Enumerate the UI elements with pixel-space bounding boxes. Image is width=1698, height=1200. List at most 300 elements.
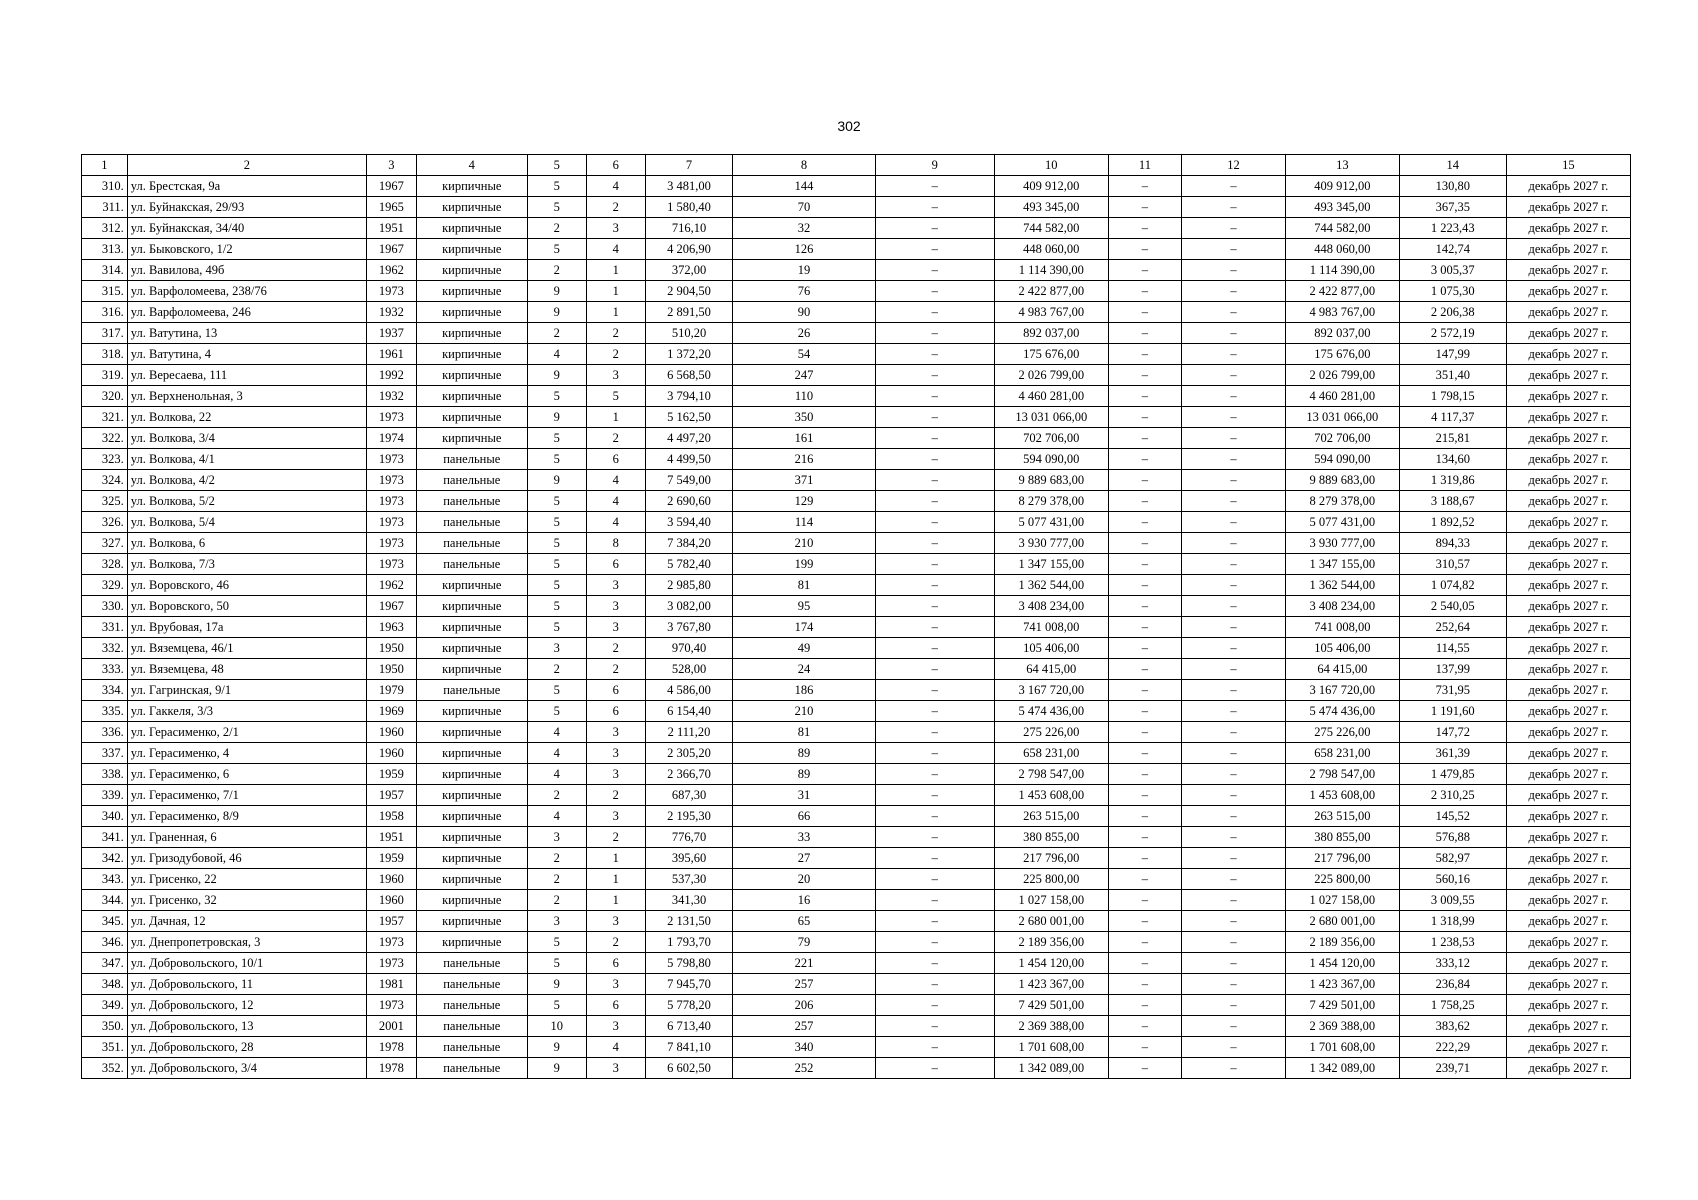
cell-total-area: 776,70: [645, 827, 733, 848]
cell-col-13-total-cost: 7 429 501,00: [1285, 995, 1399, 1016]
cell-entrances: 5: [586, 386, 645, 407]
cell-completion-date: декабрь 2027 г.: [1506, 575, 1630, 596]
cell-floors: 4: [527, 764, 586, 785]
cell-col-10-cost: 7 429 501,00: [994, 995, 1108, 1016]
cell-entrances: 1: [586, 869, 645, 890]
cell-col-12-value: –: [1182, 239, 1286, 260]
cell-col-13-total-cost: 3 408 234,00: [1285, 596, 1399, 617]
cell-row-number: 328.: [82, 554, 128, 575]
cell-residents: 350: [733, 407, 875, 428]
cell-wall-material: панельные: [416, 953, 527, 974]
cell-col-14-cost-per-unit: 3 005,37: [1399, 260, 1506, 281]
cell-col-11-value: –: [1108, 1037, 1181, 1058]
cell-row-number: 336.: [82, 722, 128, 743]
table-row: [82, 365, 1631, 386]
cell-floors: 9: [527, 470, 586, 491]
cell-total-area: 537,30: [645, 869, 733, 890]
cell-col-10-cost: 1 027 158,00: [994, 890, 1108, 911]
table-row: [82, 302, 1631, 323]
cell-col-12-value: –: [1182, 638, 1286, 659]
cell-col-14-cost-per-unit: 1 238,53: [1399, 932, 1506, 953]
cell-row-number: 316.: [82, 302, 128, 323]
cell-col-9-value: –: [875, 1058, 994, 1079]
cell-col-13-total-cost: 1 423 367,00: [1285, 974, 1399, 995]
cell-entrances: 1: [586, 407, 645, 428]
cell-total-area: 7 549,00: [645, 470, 733, 491]
cell-address: ул. Быковского, 1/2: [127, 239, 366, 260]
cell-row-number: 332.: [82, 638, 128, 659]
table-row: [82, 974, 1631, 995]
cell-total-area: 341,30: [645, 890, 733, 911]
cell-residents: 70: [733, 197, 875, 218]
cell-completion-date: декабрь 2027 г.: [1506, 1037, 1630, 1058]
cell-col-9-value: –: [875, 848, 994, 869]
cell-residents: 216: [733, 449, 875, 470]
cell-total-area: 4 499,50: [645, 449, 733, 470]
cell-col-11-value: –: [1108, 491, 1181, 512]
cell-col-10-cost: 263 515,00: [994, 806, 1108, 827]
cell-wall-material: кирпичные: [416, 281, 527, 302]
cell-completion-date: декабрь 2027 г.: [1506, 890, 1630, 911]
cell-residents: 81: [733, 575, 875, 596]
cell-entrances: 8: [586, 533, 645, 554]
cell-col-11-value: –: [1108, 848, 1181, 869]
cell-address: ул. Герасименко, 7/1: [127, 785, 366, 806]
cell-completion-date: декабрь 2027 г.: [1506, 827, 1630, 848]
cell-col-11-value: –: [1108, 554, 1181, 575]
cell-col-10-cost: 2 189 356,00: [994, 932, 1108, 953]
cell-floors: 9: [527, 407, 586, 428]
cell-col-14-cost-per-unit: 1 479,85: [1399, 764, 1506, 785]
cell-entrances: 3: [586, 764, 645, 785]
cell-completion-date: декабрь 2027 г.: [1506, 974, 1630, 995]
cell-col-14-cost-per-unit: 130,80: [1399, 176, 1506, 197]
cell-col-14-cost-per-unit: 582,97: [1399, 848, 1506, 869]
cell-row-number: 318.: [82, 344, 128, 365]
cell-wall-material: кирпичные: [416, 218, 527, 239]
cell-col-12-value: –: [1182, 575, 1286, 596]
cell-col-10-cost: 64 415,00: [994, 659, 1108, 680]
cell-col-10-cost: 1 423 367,00: [994, 974, 1108, 995]
cell-row-number: 322.: [82, 428, 128, 449]
cell-col-10-cost: 3 408 234,00: [994, 596, 1108, 617]
cell-address: ул. Волкова, 22: [127, 407, 366, 428]
cell-wall-material: кирпичные: [416, 659, 527, 680]
cell-wall-material: панельные: [416, 512, 527, 533]
cell-row-number: 319.: [82, 365, 128, 386]
cell-residents: 54: [733, 344, 875, 365]
cell-floors: 9: [527, 302, 586, 323]
cell-wall-material: кирпичные: [416, 848, 527, 869]
cell-completion-date: декабрь 2027 г.: [1506, 701, 1630, 722]
cell-col-13-total-cost: 217 796,00: [1285, 848, 1399, 869]
cell-col-13-total-cost: 5 077 431,00: [1285, 512, 1399, 533]
cell-col-11-value: –: [1108, 659, 1181, 680]
cell-address: ул. Вавилова, 49б: [127, 260, 366, 281]
cell-year-built: 1957: [366, 911, 416, 932]
cell-col-13-total-cost: 9 889 683,00: [1285, 470, 1399, 491]
table-row: [82, 680, 1631, 701]
cell-col-14-cost-per-unit: 560,16: [1399, 869, 1506, 890]
cell-total-area: 528,00: [645, 659, 733, 680]
cell-row-number: 314.: [82, 260, 128, 281]
housing-register-table: [81, 154, 1631, 1079]
cell-col-13-total-cost: 64 415,00: [1285, 659, 1399, 680]
cell-year-built: 1960: [366, 890, 416, 911]
cell-wall-material: кирпичные: [416, 617, 527, 638]
cell-year-built: 1978: [366, 1037, 416, 1058]
cell-address: ул. Герасименко, 6: [127, 764, 366, 785]
table-row: [82, 218, 1631, 239]
cell-year-built: 1951: [366, 827, 416, 848]
cell-total-area: 1 580,40: [645, 197, 733, 218]
cell-address: ул. Ватутина, 13: [127, 323, 366, 344]
cell-col-14-cost-per-unit: 367,35: [1399, 197, 1506, 218]
cell-col-14-cost-per-unit: 1 075,30: [1399, 281, 1506, 302]
cell-floors: 2: [527, 218, 586, 239]
column-header-13: 13: [1285, 155, 1399, 176]
cell-col-13-total-cost: 1 342 089,00: [1285, 1058, 1399, 1079]
column-header-6: 6: [586, 155, 645, 176]
cell-col-9-value: –: [875, 659, 994, 680]
cell-floors: 2: [527, 323, 586, 344]
column-header-4: 4: [416, 155, 527, 176]
cell-col-14-cost-per-unit: 1 223,43: [1399, 218, 1506, 239]
cell-col-13-total-cost: 493 345,00: [1285, 197, 1399, 218]
cell-wall-material: кирпичные: [416, 407, 527, 428]
cell-floors: 9: [527, 1058, 586, 1079]
cell-residents: 206: [733, 995, 875, 1016]
cell-year-built: 1974: [366, 428, 416, 449]
cell-col-14-cost-per-unit: 4 117,37: [1399, 407, 1506, 428]
cell-col-10-cost: 217 796,00: [994, 848, 1108, 869]
cell-address: ул. Врубовая, 17а: [127, 617, 366, 638]
cell-col-14-cost-per-unit: 137,99: [1399, 659, 1506, 680]
table-row: [82, 239, 1631, 260]
cell-col-13-total-cost: 1 453 608,00: [1285, 785, 1399, 806]
table-row: [82, 386, 1631, 407]
cell-row-number: 346.: [82, 932, 128, 953]
cell-col-14-cost-per-unit: 383,62: [1399, 1016, 1506, 1037]
cell-col-9-value: –: [875, 575, 994, 596]
cell-row-number: 324.: [82, 470, 128, 491]
cell-residents: 31: [733, 785, 875, 806]
cell-year-built: 2001: [366, 1016, 416, 1037]
table-row: [82, 407, 1631, 428]
cell-address: ул. Ватутина, 4: [127, 344, 366, 365]
table-row: [82, 512, 1631, 533]
cell-completion-date: декабрь 2027 г.: [1506, 260, 1630, 281]
cell-residents: 144: [733, 176, 875, 197]
cell-col-14-cost-per-unit: 2 310,25: [1399, 785, 1506, 806]
cell-col-9-value: –: [875, 1037, 994, 1058]
cell-completion-date: декабрь 2027 г.: [1506, 302, 1630, 323]
cell-total-area: 6 154,40: [645, 701, 733, 722]
cell-address: ул. Воровского, 46: [127, 575, 366, 596]
cell-completion-date: декабрь 2027 г.: [1506, 995, 1630, 1016]
cell-col-13-total-cost: 448 060,00: [1285, 239, 1399, 260]
cell-col-9-value: –: [875, 281, 994, 302]
cell-col-12-value: –: [1182, 596, 1286, 617]
cell-floors: 2: [527, 848, 586, 869]
table-row: [82, 491, 1631, 512]
cell-col-10-cost: 2 026 799,00: [994, 365, 1108, 386]
cell-col-9-value: –: [875, 785, 994, 806]
cell-col-13-total-cost: 8 279 378,00: [1285, 491, 1399, 512]
cell-address: ул. Граненная, 6: [127, 827, 366, 848]
cell-address: ул. Гаккеля, 3/3: [127, 701, 366, 722]
cell-entrances: 2: [586, 932, 645, 953]
cell-year-built: 1932: [366, 302, 416, 323]
cell-col-9-value: –: [875, 260, 994, 281]
cell-completion-date: декабрь 2027 г.: [1506, 764, 1630, 785]
cell-col-10-cost: 702 706,00: [994, 428, 1108, 449]
table-row: [82, 638, 1631, 659]
cell-year-built: 1959: [366, 764, 416, 785]
table-row: [82, 722, 1631, 743]
cell-col-11-value: –: [1108, 302, 1181, 323]
cell-entrances: 1: [586, 848, 645, 869]
cell-col-13-total-cost: 1 362 544,00: [1285, 575, 1399, 596]
cell-year-built: 1958: [366, 806, 416, 827]
cell-col-12-value: –: [1182, 491, 1286, 512]
table-row: [82, 1037, 1631, 1058]
table-row: [82, 1016, 1631, 1037]
cell-residents: 199: [733, 554, 875, 575]
cell-row-number: 342.: [82, 848, 128, 869]
cell-total-area: 2 690,60: [645, 491, 733, 512]
cell-completion-date: декабрь 2027 г.: [1506, 1016, 1630, 1037]
cell-col-14-cost-per-unit: 2 572,19: [1399, 323, 1506, 344]
cell-col-12-value: –: [1182, 953, 1286, 974]
cell-col-12-value: –: [1182, 869, 1286, 890]
cell-col-10-cost: 4 983 767,00: [994, 302, 1108, 323]
cell-col-12-value: –: [1182, 890, 1286, 911]
cell-row-number: 333.: [82, 659, 128, 680]
cell-col-13-total-cost: 892 037,00: [1285, 323, 1399, 344]
cell-col-12-value: –: [1182, 1016, 1286, 1037]
page-number: 302: [837, 118, 861, 134]
cell-col-10-cost: 3 167 720,00: [994, 680, 1108, 701]
cell-col-11-value: –: [1108, 281, 1181, 302]
cell-col-10-cost: 275 226,00: [994, 722, 1108, 743]
cell-entrances: 3: [586, 911, 645, 932]
cell-year-built: 1973: [366, 995, 416, 1016]
cell-residents: 89: [733, 764, 875, 785]
cell-col-11-value: –: [1108, 617, 1181, 638]
cell-entrances: 6: [586, 449, 645, 470]
cell-col-10-cost: 741 008,00: [994, 617, 1108, 638]
cell-address: ул. Воровского, 50: [127, 596, 366, 617]
cell-floors: 3: [527, 638, 586, 659]
column-header-14: 14: [1399, 155, 1506, 176]
cell-residents: 81: [733, 722, 875, 743]
cell-col-13-total-cost: 658 231,00: [1285, 743, 1399, 764]
cell-year-built: 1960: [366, 743, 416, 764]
cell-year-built: 1973: [366, 470, 416, 491]
cell-completion-date: декабрь 2027 г.: [1506, 428, 1630, 449]
cell-completion-date: декабрь 2027 г.: [1506, 722, 1630, 743]
cell-col-9-value: –: [875, 596, 994, 617]
cell-residents: 16: [733, 890, 875, 911]
cell-wall-material: кирпичные: [416, 260, 527, 281]
table-row: [82, 995, 1631, 1016]
cell-floors: 2: [527, 890, 586, 911]
cell-col-12-value: –: [1182, 764, 1286, 785]
cell-col-14-cost-per-unit: 3 009,55: [1399, 890, 1506, 911]
table-row: [82, 260, 1631, 281]
cell-col-10-cost: 3 930 777,00: [994, 533, 1108, 554]
cell-wall-material: панельные: [416, 1058, 527, 1079]
table-row: [82, 806, 1631, 827]
cell-floors: 5: [527, 239, 586, 260]
cell-col-12-value: –: [1182, 344, 1286, 365]
cell-address: ул. Вяземцева, 46/1: [127, 638, 366, 659]
cell-address: ул. Верхненольная, 3: [127, 386, 366, 407]
cell-total-area: 3 594,40: [645, 512, 733, 533]
cell-col-13-total-cost: 744 582,00: [1285, 218, 1399, 239]
cell-address: ул. Добровольского, 11: [127, 974, 366, 995]
cell-wall-material: кирпичные: [416, 743, 527, 764]
table-row: [82, 659, 1631, 680]
cell-total-area: 7 841,10: [645, 1037, 733, 1058]
cell-col-12-value: –: [1182, 743, 1286, 764]
cell-address: ул. Добровольского, 13: [127, 1016, 366, 1037]
cell-col-11-value: –: [1108, 260, 1181, 281]
cell-col-11-value: –: [1108, 785, 1181, 806]
cell-year-built: 1973: [366, 512, 416, 533]
cell-entrances: 4: [586, 239, 645, 260]
cell-col-12-value: –: [1182, 449, 1286, 470]
cell-col-9-value: –: [875, 533, 994, 554]
cell-col-10-cost: 1 454 120,00: [994, 953, 1108, 974]
cell-col-9-value: –: [875, 491, 994, 512]
cell-address: ул. Гагринская, 9/1: [127, 680, 366, 701]
cell-entrances: 4: [586, 176, 645, 197]
cell-entrances: 4: [586, 512, 645, 533]
cell-completion-date: декабрь 2027 г.: [1506, 953, 1630, 974]
cell-address: ул. Буйнакская, 29/93: [127, 197, 366, 218]
cell-col-14-cost-per-unit: 3 188,67: [1399, 491, 1506, 512]
cell-wall-material: панельные: [416, 533, 527, 554]
cell-floors: 5: [527, 596, 586, 617]
cell-col-12-value: –: [1182, 617, 1286, 638]
cell-address: ул. Грисенко, 32: [127, 890, 366, 911]
cell-entrances: 2: [586, 197, 645, 218]
cell-residents: 49: [733, 638, 875, 659]
cell-col-9-value: –: [875, 890, 994, 911]
cell-col-10-cost: 13 031 066,00: [994, 407, 1108, 428]
cell-col-9-value: –: [875, 869, 994, 890]
cell-col-12-value: –: [1182, 470, 1286, 491]
cell-year-built: 1967: [366, 596, 416, 617]
cell-col-12-value: –: [1182, 365, 1286, 386]
cell-residents: 114: [733, 512, 875, 533]
cell-col-9-value: –: [875, 176, 994, 197]
cell-col-9-value: –: [875, 911, 994, 932]
cell-completion-date: декабрь 2027 г.: [1506, 1058, 1630, 1079]
cell-col-13-total-cost: 1 454 120,00: [1285, 953, 1399, 974]
table-row: [82, 1058, 1631, 1079]
cell-col-14-cost-per-unit: 252,64: [1399, 617, 1506, 638]
table-row: [82, 596, 1631, 617]
cell-col-10-cost: 493 345,00: [994, 197, 1108, 218]
cell-wall-material: кирпичные: [416, 932, 527, 953]
cell-residents: 210: [733, 701, 875, 722]
cell-entrances: 2: [586, 659, 645, 680]
cell-total-area: 4 586,00: [645, 680, 733, 701]
cell-floors: 3: [527, 827, 586, 848]
cell-wall-material: кирпичные: [416, 911, 527, 932]
cell-year-built: 1992: [366, 365, 416, 386]
cell-col-11-value: –: [1108, 764, 1181, 785]
cell-col-10-cost: 1 362 544,00: [994, 575, 1108, 596]
cell-floors: 5: [527, 428, 586, 449]
cell-residents: 65: [733, 911, 875, 932]
cell-col-10-cost: 658 231,00: [994, 743, 1108, 764]
cell-col-9-value: –: [875, 239, 994, 260]
cell-col-9-value: –: [875, 302, 994, 323]
cell-col-10-cost: 2 680 001,00: [994, 911, 1108, 932]
cell-wall-material: панельные: [416, 1037, 527, 1058]
cell-total-area: 7 945,70: [645, 974, 733, 995]
cell-total-area: 3 794,10: [645, 386, 733, 407]
cell-year-built: 1967: [366, 239, 416, 260]
cell-entrances: 3: [586, 365, 645, 386]
cell-col-14-cost-per-unit: 576,88: [1399, 827, 1506, 848]
cell-wall-material: кирпичные: [416, 302, 527, 323]
cell-col-12-value: –: [1182, 659, 1286, 680]
cell-residents: 161: [733, 428, 875, 449]
cell-col-10-cost: 1 342 089,00: [994, 1058, 1108, 1079]
cell-col-11-value: –: [1108, 365, 1181, 386]
cell-floors: 5: [527, 197, 586, 218]
cell-address: ул. Варфоломеева, 246: [127, 302, 366, 323]
column-header-2: 2: [127, 155, 366, 176]
cell-address: ул. Брестская, 9а: [127, 176, 366, 197]
cell-row-number: 325.: [82, 491, 128, 512]
cell-col-14-cost-per-unit: 894,33: [1399, 533, 1506, 554]
cell-col-11-value: –: [1108, 512, 1181, 533]
cell-total-area: 687,30: [645, 785, 733, 806]
cell-col-12-value: –: [1182, 533, 1286, 554]
cell-col-13-total-cost: 1 701 608,00: [1285, 1037, 1399, 1058]
cell-completion-date: декабрь 2027 г.: [1506, 449, 1630, 470]
cell-floors: 5: [527, 995, 586, 1016]
cell-col-14-cost-per-unit: 1 798,15: [1399, 386, 1506, 407]
cell-total-area: 3 082,00: [645, 596, 733, 617]
cell-completion-date: декабрь 2027 г.: [1506, 806, 1630, 827]
cell-floors: 5: [527, 932, 586, 953]
cell-col-12-value: –: [1182, 386, 1286, 407]
cell-total-area: 5 798,80: [645, 953, 733, 974]
table-row: [82, 575, 1631, 596]
cell-floors: 2: [527, 260, 586, 281]
cell-total-area: 2 195,30: [645, 806, 733, 827]
cell-col-14-cost-per-unit: 1 318,99: [1399, 911, 1506, 932]
cell-floors: 5: [527, 617, 586, 638]
cell-col-11-value: –: [1108, 449, 1181, 470]
cell-residents: 95: [733, 596, 875, 617]
cell-col-14-cost-per-unit: 2 206,38: [1399, 302, 1506, 323]
cell-total-area: 2 366,70: [645, 764, 733, 785]
cell-col-11-value: –: [1108, 743, 1181, 764]
cell-completion-date: декабрь 2027 г.: [1506, 743, 1630, 764]
cell-col-9-value: –: [875, 743, 994, 764]
cell-col-13-total-cost: 1 347 155,00: [1285, 554, 1399, 575]
cell-year-built: 1973: [366, 953, 416, 974]
cell-entrances: 3: [586, 575, 645, 596]
